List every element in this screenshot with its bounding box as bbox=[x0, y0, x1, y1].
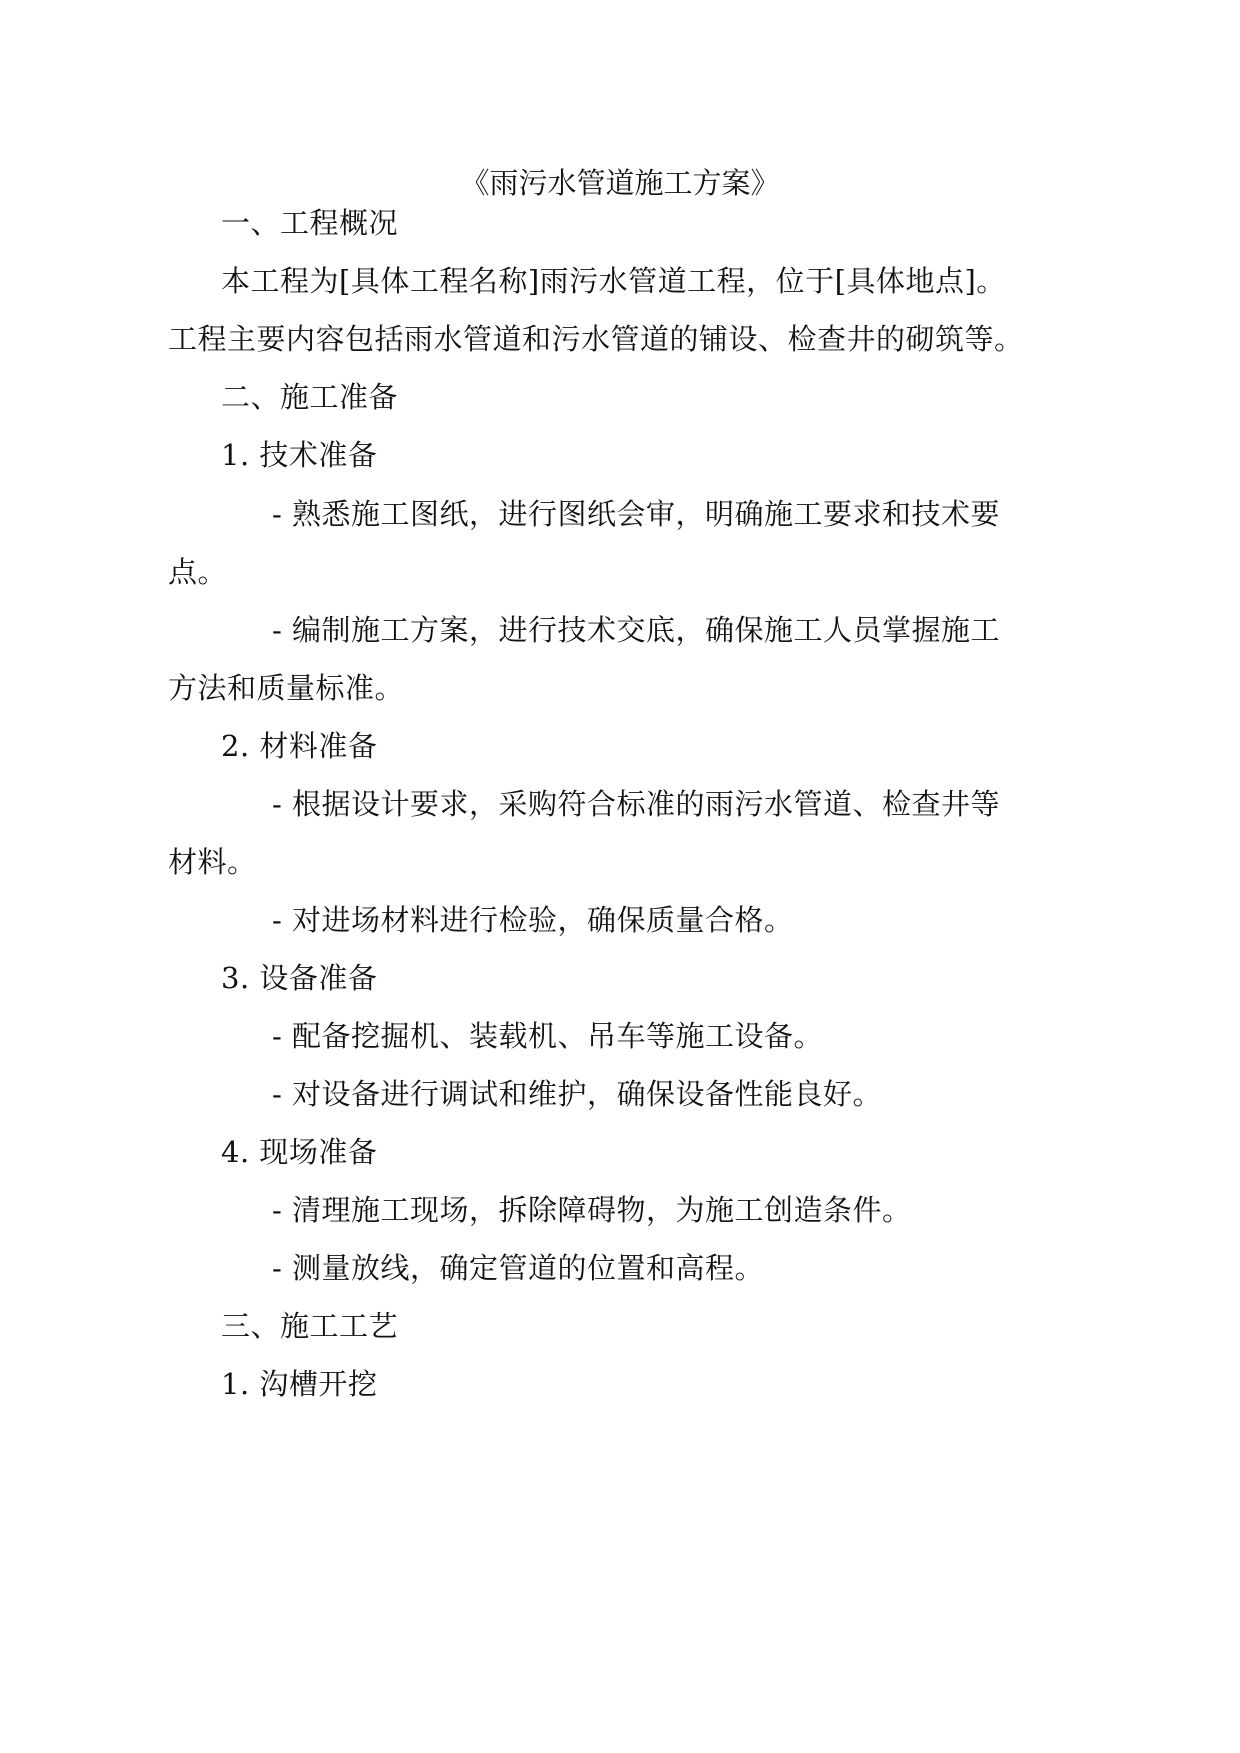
section-heading-overview: 一、工程概况 bbox=[221, 206, 399, 240]
paragraph-line: 工程主要内容包括雨水管道和污水管道的铺设、检查井的砌筑等。 bbox=[168, 322, 1024, 356]
bullet-line: - 对设备进行调试和维护，确保设备性能良好。 bbox=[272, 1077, 883, 1111]
bullet-line: - 熟悉施工图纸，进行图纸会审，明确施工要求和技术要 bbox=[272, 497, 1001, 531]
subsection-heading-equipment: 3. 设备准备 bbox=[221, 961, 378, 995]
subsection-heading-materials: 2. 材料准备 bbox=[221, 729, 378, 763]
document-title: 《雨污水管道施工方案》 bbox=[460, 166, 780, 200]
bullet-line: - 对进场材料进行检验，确保质量合格。 bbox=[272, 903, 794, 937]
bullet-line: - 清理施工现场，拆除障碍物，为施工创造条件。 bbox=[272, 1193, 912, 1227]
subsection-heading-site: 4. 现场准备 bbox=[221, 1135, 378, 1169]
bullet-line: - 配备挖掘机、装载机、吊车等施工设备。 bbox=[272, 1019, 824, 1053]
bullet-line: 点。 bbox=[168, 555, 228, 589]
section-heading-preparation: 二、施工准备 bbox=[221, 380, 399, 414]
bullet-line: 材料。 bbox=[168, 845, 257, 879]
bullet-line: - 测量放线，确定管道的位置和高程。 bbox=[272, 1251, 765, 1285]
paragraph-line: 本工程为[具体工程名称]雨污水管道工程，位于[具体地点]。 bbox=[221, 264, 1006, 298]
bullet-line: - 编制施工方案，进行技术交底，确保施工人员掌握施工 bbox=[272, 613, 1001, 647]
bullet-line: 方法和质量标准。 bbox=[168, 671, 405, 705]
subsection-heading-trench: 1. 沟槽开挖 bbox=[221, 1367, 378, 1401]
section-heading-process: 三、施工工艺 bbox=[221, 1309, 399, 1343]
subsection-heading-technical: 1. 技术准备 bbox=[221, 438, 378, 472]
bullet-line: - 根据设计要求，采购符合标准的雨污水管道、检查井等 bbox=[272, 787, 1001, 821]
